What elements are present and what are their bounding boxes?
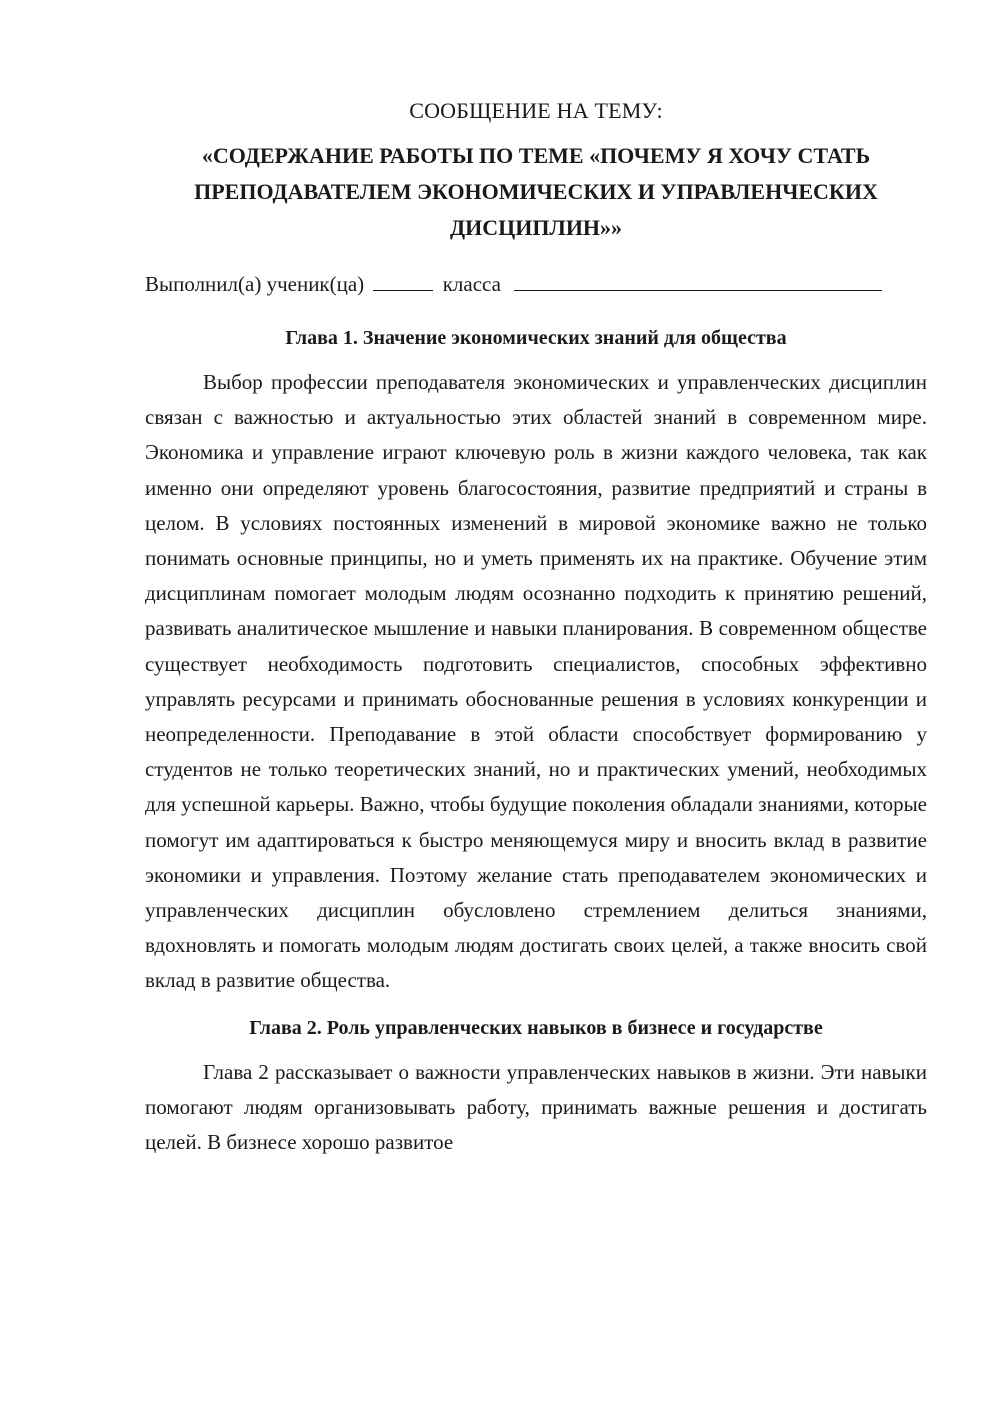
chapter-2-text: Глава 2 рассказывает о важности управленческих навыков в жизни. Эти навыки помогают людям организовывать работу, принимать важные решения и достигать целей. В бизнесе хорошо развитое (145, 1059, 927, 1155)
chapter-1-text: Выбор профессии преподавателя экономических и управленческих дисциплин связан с важностью и актуальностью этих областей знаний в современном мире. Экономика и управление играют ключевую роль в жизни каждого человека, так как именно они определяют уровень благосостояния, развитие предприятий и страны в целом. В условиях постоянных изменений в мировой экономике важно не только понимать основные принципы, но и уметь применять их на практике. Обучение этим дисциплинам помогает молодым людям осознанно подходить к принятию решений, развивать аналитическое мышление и навыки планирования. В современном обществе существует необходимость подготовить специалистов, способных эффективно управлять ресурсами и принимать обоснованные решения в условиях конкуренции и неопределенности. Преподавание в этой области способствует формированию у студентов не только теоретических знаний, но и практических умений, необходимых для успешной карьеры. Важно, чтобы будущие поколения обладали знаниями, которые помогут им адаптироваться к быстро меняющемуся миру и вносить вклад в развитие экономики и управления. Поэтому желание стать преподавателем экономических и управленческих дисциплин обусловлено стремлением делиться знаниями, вдохновлять и помогать молодым людям достигать своих целей, а также вносить свой вклад в развитие общества. (145, 370, 927, 993)
chapter-2-heading: Глава 2. Роль управленческих навыков в бизнесе и государстве (249, 1016, 823, 1039)
document-title: «СОДЕРЖАНИЕ РАБОТЫ ПО ТЕМЕ «ПОЧЕМУ Я ХОЧУ СТАТЬ ПРЕПОДАВАТЕЛЕМ ЭКОНОМИЧЕСКИХ И УПРАВЛЕНЧЕСКИХ ДИСЦИПЛИН»» (194, 143, 878, 240)
chapter-1-heading: Глава 1. Значение экономических знаний для общества (285, 327, 787, 349)
document-subject: СООБЩЕНИЕ НА ТЕМУ: (409, 98, 663, 123)
name-blank-field (514, 268, 882, 291)
author-line-middle: класса (442, 272, 501, 296)
author-line-prefix: Выполнил(а) ученик(ца) (145, 272, 365, 296)
author-line (145, 268, 927, 299)
class-blank-field (373, 268, 433, 291)
